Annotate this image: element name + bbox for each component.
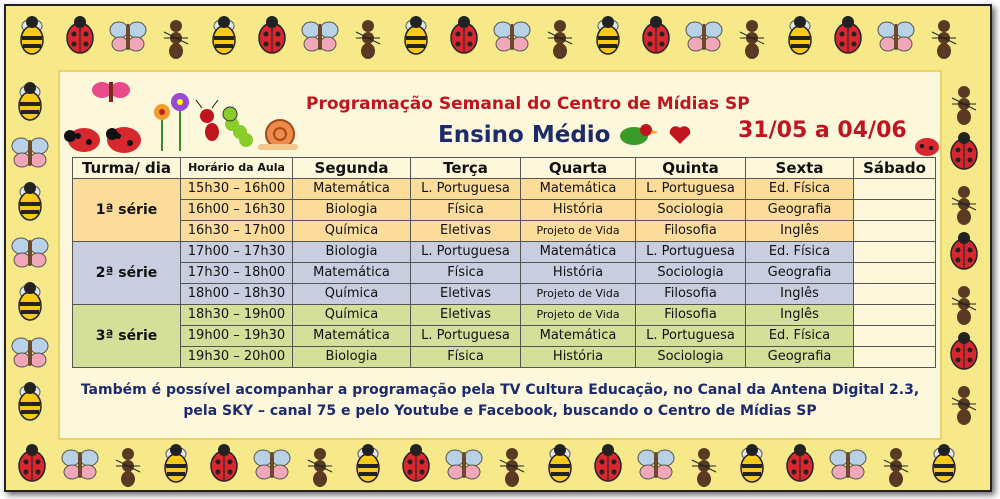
ladybug-icon bbox=[835, 16, 861, 53]
ant-icon bbox=[356, 20, 380, 59]
bee-icon bbox=[213, 16, 235, 54]
bee-icon bbox=[357, 444, 379, 482]
ladybug-icon bbox=[67, 16, 93, 53]
butterfly-icon bbox=[92, 82, 130, 102]
subject-cell: Ed. Física bbox=[746, 326, 854, 347]
subject-cell: L. Portuguesa bbox=[636, 179, 746, 200]
subject-cell: Ed. Física bbox=[746, 242, 854, 263]
ladybug-icon bbox=[64, 128, 100, 152]
subject-cell: Matemática bbox=[293, 326, 411, 347]
subject-cell: História bbox=[521, 263, 636, 284]
subject-cell: Sociologia bbox=[636, 200, 746, 221]
butterfly-icon bbox=[254, 450, 290, 479]
schedule-poster bbox=[4, 4, 992, 492]
subject-cell: Sociologia bbox=[636, 263, 746, 284]
table-row bbox=[73, 284, 936, 305]
saturday-cell bbox=[854, 179, 936, 200]
ladybug-icon bbox=[643, 16, 669, 53]
ladybug-icon bbox=[211, 444, 237, 481]
header-quarta: Quarta bbox=[521, 158, 636, 179]
butterfly-icon bbox=[638, 450, 674, 479]
butterfly-icon bbox=[12, 338, 48, 367]
subject-cell: Filosofia bbox=[636, 221, 746, 242]
subject-cell: Eletivas bbox=[411, 305, 521, 326]
header-sexta: Sexta bbox=[746, 158, 854, 179]
ladybug-icon bbox=[106, 127, 141, 153]
subject-cell: L. Portuguesa bbox=[411, 242, 521, 263]
subject-cell: Filosofia bbox=[636, 305, 746, 326]
ladybug-icon bbox=[951, 132, 977, 169]
subject-cell: L. Portuguesa bbox=[636, 242, 746, 263]
header-turma: Turma/ dia bbox=[73, 158, 181, 179]
time-slot: 16h30 – 17h00 bbox=[181, 221, 293, 242]
saturday-cell bbox=[854, 200, 936, 221]
subject-cell: Biologia bbox=[293, 242, 411, 263]
time-slot: 18h00 – 18h30 bbox=[181, 284, 293, 305]
bee-icon bbox=[933, 444, 955, 482]
ant-icon bbox=[932, 20, 956, 59]
ant-icon bbox=[952, 386, 976, 425]
subject-cell: Ed. Física bbox=[746, 179, 854, 200]
time-slot: 19h30 – 20h00 bbox=[181, 347, 293, 368]
butterfly-icon bbox=[830, 450, 866, 479]
bee-icon bbox=[19, 82, 41, 120]
butterfly-icon bbox=[686, 22, 722, 51]
table-header-row bbox=[73, 158, 936, 179]
subject-cell: Física bbox=[411, 347, 521, 368]
ladybug-icon bbox=[259, 16, 285, 53]
butterfly-icon bbox=[12, 138, 48, 167]
subject-cell: Matemática bbox=[293, 179, 411, 200]
ant-icon bbox=[952, 186, 976, 225]
ladybug-icon bbox=[19, 444, 45, 481]
grade-label: 2ª série bbox=[73, 242, 181, 305]
subject-cell: Biologia bbox=[293, 347, 411, 368]
subject-cell: Matemática bbox=[293, 263, 411, 284]
grade-label: 1ª série bbox=[73, 179, 181, 242]
table-row bbox=[73, 242, 936, 263]
table-row bbox=[73, 221, 936, 242]
subject-cell: Geografia bbox=[746, 347, 854, 368]
bee-icon bbox=[19, 382, 41, 420]
subject-cell: Eletivas bbox=[411, 221, 521, 242]
bird-icon bbox=[620, 124, 658, 145]
subject-cell: História bbox=[521, 200, 636, 221]
butterfly-icon bbox=[110, 22, 146, 51]
subject-cell: Inglês bbox=[746, 284, 854, 305]
table-row bbox=[73, 200, 936, 221]
bee-icon bbox=[405, 16, 427, 54]
bee-icon bbox=[19, 282, 41, 320]
ant-icon bbox=[500, 448, 524, 487]
bee-icon bbox=[597, 16, 619, 54]
bee-icon bbox=[165, 444, 187, 482]
subject-cell: Geografia bbox=[746, 200, 854, 221]
bee-icon bbox=[21, 16, 43, 54]
subject-cell: Filosofia bbox=[636, 284, 746, 305]
ant-icon bbox=[952, 86, 976, 125]
ladybug-icon bbox=[451, 16, 477, 53]
time-slot: 19h00 – 19h30 bbox=[181, 326, 293, 347]
saturday-cell bbox=[854, 242, 936, 263]
subject-cell: Física bbox=[411, 263, 521, 284]
subject-cell: Projeto de Vida bbox=[521, 221, 636, 242]
butterfly-icon bbox=[62, 450, 98, 479]
saturday-cell bbox=[854, 305, 936, 326]
butterfly-icon bbox=[494, 22, 530, 51]
heart-icon bbox=[670, 126, 691, 144]
subject-cell: Sociologia bbox=[636, 347, 746, 368]
page-subtitle: Ensino Médio bbox=[438, 122, 611, 148]
subject-cell: Geografia bbox=[746, 263, 854, 284]
ant-icon bbox=[740, 20, 764, 59]
ladybug-icon bbox=[951, 232, 977, 269]
ant-icon bbox=[952, 286, 976, 325]
table-row bbox=[73, 263, 936, 284]
subject-cell: Inglês bbox=[746, 305, 854, 326]
subject-cell: Física bbox=[411, 200, 521, 221]
ladybug-icon bbox=[951, 332, 977, 369]
subject-cell: Biologia bbox=[293, 200, 411, 221]
subject-cell: Química bbox=[293, 284, 411, 305]
saturday-cell bbox=[854, 263, 936, 284]
ladybug-icon bbox=[595, 444, 621, 481]
header-segunda: Segunda bbox=[293, 158, 411, 179]
ant-icon bbox=[692, 448, 716, 487]
ant-icon bbox=[308, 448, 332, 487]
header-terca: Terça bbox=[411, 158, 521, 179]
header-illustration-right bbox=[614, 118, 704, 152]
ant-icon bbox=[884, 448, 908, 487]
flower-icon bbox=[154, 93, 189, 151]
subject-cell: L. Portuguesa bbox=[411, 179, 521, 200]
time-slot: 18h30 – 19h00 bbox=[181, 305, 293, 326]
grade-label: 3ª série bbox=[73, 305, 181, 368]
subject-cell: História bbox=[521, 347, 636, 368]
header-illustration bbox=[62, 76, 302, 156]
subject-cell: Matemática bbox=[521, 242, 636, 263]
footer-note: Também é possível acompanhar a programação pela TV Cultura Educação, no Canal da Antena Digital 2.3, pela SKY – canal 75 e pelo Youtube e Facebook, buscando o Centro de Mídias SP bbox=[80, 382, 920, 419]
bee-icon bbox=[741, 444, 763, 482]
time-slot: 15h30 – 16h00 bbox=[181, 179, 293, 200]
bee-icon bbox=[549, 444, 571, 482]
subject-cell: L. Portuguesa bbox=[411, 326, 521, 347]
subject-cell: Projeto de Vida bbox=[521, 305, 636, 326]
butterfly-icon bbox=[878, 22, 914, 51]
bee-icon bbox=[789, 16, 811, 54]
time-slot: 17h00 – 17h30 bbox=[181, 242, 293, 263]
table-row bbox=[73, 179, 936, 200]
time-slot: 16h00 – 16h30 bbox=[181, 200, 293, 221]
subject-cell: L. Portuguesa bbox=[636, 326, 746, 347]
ant-icon bbox=[196, 100, 219, 141]
table-row bbox=[73, 347, 936, 368]
header-horario: Horário da Aula bbox=[181, 158, 293, 179]
table-row bbox=[73, 326, 936, 347]
butterfly-icon bbox=[302, 22, 338, 51]
ladybug-icon bbox=[912, 134, 942, 158]
subject-cell: Química bbox=[293, 305, 411, 326]
table-row bbox=[73, 305, 936, 326]
ladybug-icon bbox=[787, 444, 813, 481]
snail-icon bbox=[258, 120, 298, 150]
time-slot: 17h30 – 18h00 bbox=[181, 263, 293, 284]
subject-cell: Eletivas bbox=[411, 284, 521, 305]
subject-cell: Matemática bbox=[521, 326, 636, 347]
saturday-cell bbox=[854, 221, 936, 242]
subject-cell: Projeto de Vida bbox=[521, 284, 636, 305]
saturday-cell bbox=[854, 284, 936, 305]
saturday-cell bbox=[854, 347, 936, 368]
saturday-cell bbox=[854, 326, 936, 347]
ladybug-icon bbox=[403, 444, 429, 481]
butterfly-icon bbox=[446, 450, 482, 479]
week-dates: 31/05 a 04/06 bbox=[738, 118, 907, 143]
subject-cell: Matemática bbox=[521, 179, 636, 200]
ant-icon bbox=[548, 20, 572, 59]
butterfly-icon bbox=[12, 238, 48, 267]
page-title: Programação Semanal do Centro de Mídias SP bbox=[306, 94, 750, 114]
header-quinta: Quinta bbox=[636, 158, 746, 179]
schedule-table bbox=[72, 157, 936, 368]
ant-icon bbox=[164, 20, 188, 59]
subject-cell: Química bbox=[293, 221, 411, 242]
subject-cell: Inglês bbox=[746, 221, 854, 242]
bee-icon bbox=[19, 182, 41, 220]
caterpillar-icon bbox=[223, 107, 253, 147]
header-sabado: Sábado bbox=[854, 158, 936, 179]
ant-icon bbox=[116, 448, 140, 487]
